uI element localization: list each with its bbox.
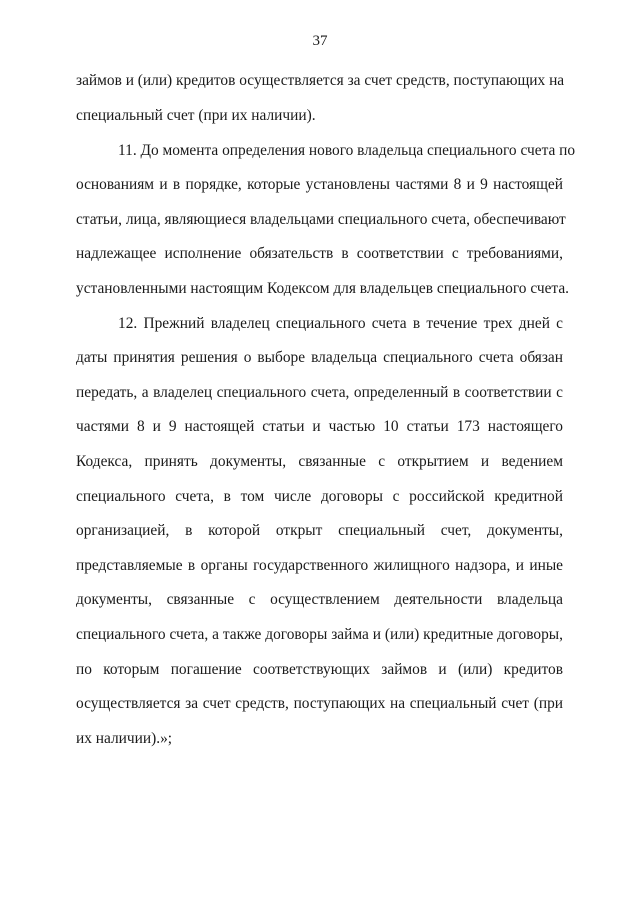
text-line: специального счета, а также договоры займа и (или) кредитные договоры, [76, 626, 563, 643]
text-line: по которым погашение соответствующих займов и (или) кредитов [76, 661, 563, 678]
text-line: их наличии).»; [76, 730, 173, 747]
paragraph-11-first-line: 11. До момента определения нового владельца специального счета по [118, 142, 576, 159]
text-line: статьи, лица, являющиеся владельцами специального счета, обеспечивают [76, 211, 566, 228]
text-line: займов и (или) кредитов осуществляется за счет средств, поступающих на [76, 72, 565, 89]
paragraph-12-first-line: 12. Прежний владелец специального счета в течение трех дней с [118, 315, 563, 332]
text-line: специального счета, в том числе договоры с российской кредитной [76, 488, 563, 505]
text-line: Кодекса, принять документы, связанные с открытием и ведением [76, 453, 563, 470]
text-line: представляемые в органы государственного жилищного надзора, и иные [76, 557, 563, 574]
text-line: документы, связанные с осуществлением деятельности владельца [76, 591, 563, 608]
text-line: даты принятия решения о выборе владельца специального счета обязан [76, 349, 563, 366]
text-line: частями 8 и 9 настоящей статьи и частью 10 статьи 173 настоящего [76, 418, 563, 435]
text-line: надлежащее исполнение обязательств в соответствии с требованиями, [76, 245, 563, 262]
text-line: организацией, в которой открыт специальный счет, документы, [76, 522, 563, 539]
text-line: осуществляется за счет средств, поступающих на специальный счет (при [76, 695, 563, 712]
page-number: 37 [312, 33, 328, 49]
text-line: специальный счет (при их наличии). [76, 107, 316, 124]
text-line: установленными настоящим Кодексом для владельцев специального счета. [76, 280, 570, 297]
text-line: основаниям и в порядке, которые установлены частями 8 и 9 настоящей [76, 176, 563, 193]
text-line: передать, а владелец специального счета, определенный в соответствии с [76, 384, 563, 401]
